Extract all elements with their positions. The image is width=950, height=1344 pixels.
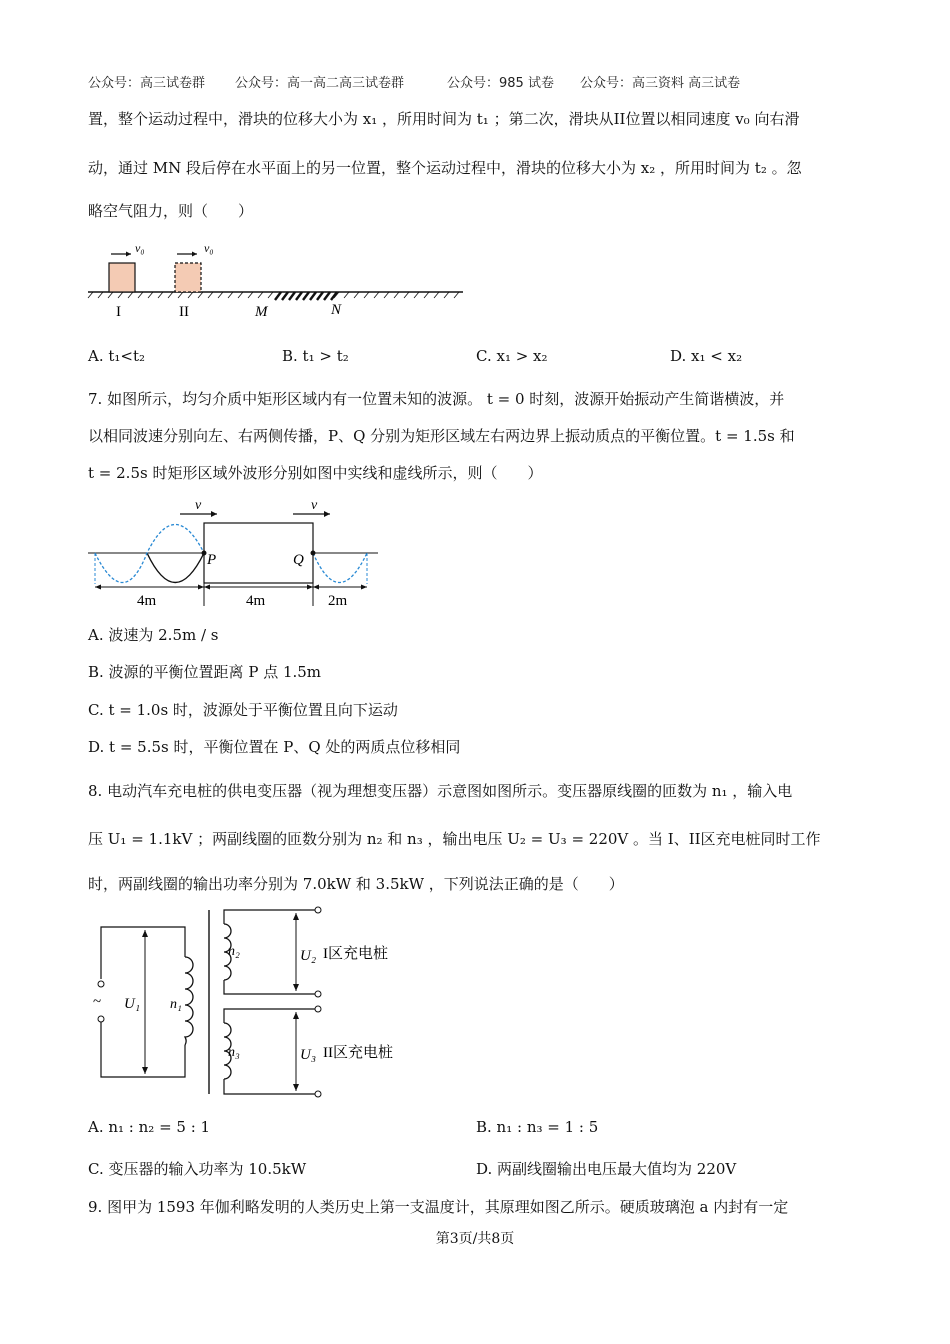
q7-option-a[interactable]: A. 波速为 2.5m / s xyxy=(88,626,219,644)
zone-ii-label: II区充电桩 xyxy=(323,1045,393,1061)
label-u1: U₁ xyxy=(124,996,141,1012)
distance-label: 4m xyxy=(246,593,266,609)
label-n3: n₃ xyxy=(228,1045,240,1060)
q8-text-line: 时，两副线圈的输出功率分别为 7.0kW 和 3.5kW ，下列说法正确的是（ ） xyxy=(88,875,624,893)
label-u3: U₃ xyxy=(300,1047,317,1063)
header-item: 公众号：985 试卷 xyxy=(447,76,554,91)
position-label-i: I xyxy=(116,304,121,320)
point-label-m: M xyxy=(255,304,268,320)
ground-hatching xyxy=(88,292,459,298)
label-p: P xyxy=(207,552,217,568)
q6-option-d[interactable]: D. x₁ < x₂ xyxy=(670,347,743,365)
q7-text-line: 7. 如图所示，均匀介质中矩形区域内有一位置未知的波源。 t = 0 时刻，波源开始振动产生简谐横波，并 xyxy=(88,390,785,408)
header-item: 公众号：高三资料 高三试卷 xyxy=(580,76,741,91)
label-q: Q xyxy=(293,552,304,568)
label-u2: U₂ xyxy=(300,948,317,964)
ac-source-symbol: ~ xyxy=(93,994,102,1010)
q6-slider-figure xyxy=(85,232,470,324)
page-number: 第3页/共8页 xyxy=(435,1231,515,1247)
solid-waveform xyxy=(147,553,204,583)
q7-option-c[interactable]: C. t = 1.0s 时，波源处于平衡位置且向下运动 xyxy=(88,701,398,719)
dashed-waveform-right xyxy=(313,553,367,583)
primary-coil xyxy=(185,957,193,1045)
q7-text-line: 以相同波速分别向左、右两侧传播，P、Q 分别为矩形区域左右两边界上振动质点的平衡位置。t = 1.5s 和 xyxy=(88,427,795,445)
q8-option-c[interactable]: C. 变压器的输入功率为 10.5kW xyxy=(88,1160,307,1178)
q9-text-line: 9. 图甲为 1593 年伽利略发明的人类历史上第一支温度计，其原理如图乙所示。硬质玻璃泡 a 内封有一定 xyxy=(88,1198,789,1216)
terminal xyxy=(98,1016,104,1022)
velocity-label: v xyxy=(311,498,318,513)
label-n2: n₂ xyxy=(228,944,240,959)
slider-block-ii xyxy=(175,263,201,292)
q8-text-line: 8. 电动汽车充电桩的供电变压器（视为理想变压器）示意图如图所示。变压器原线圈的匝数为 n₁ ，输入电 xyxy=(88,782,793,800)
q8-option-a[interactable]: A. n₁ : n₂ = 5 : 1 xyxy=(88,1118,211,1136)
velocity-label: v₀ xyxy=(135,241,145,255)
q7-wave-figure xyxy=(85,494,385,612)
q7-option-d[interactable]: D. t = 5.5s 时，平衡位置在 P、Q 处的两质点位移相同 xyxy=(88,738,461,756)
mn-rough-section xyxy=(275,292,337,300)
header-item: 公众号：高三试卷群 xyxy=(88,76,206,91)
terminal xyxy=(315,991,321,997)
header-item: 公众号：高一高二高三试卷群 xyxy=(235,76,405,91)
q6-option-c[interactable]: C. x₁ > x₂ xyxy=(476,347,548,365)
q8-transformer-figure xyxy=(88,902,418,1102)
zone-i-label: I区充电桩 xyxy=(323,946,388,962)
q8-option-b[interactable]: B. n₁ : n₃ = 1 : 5 xyxy=(476,1118,599,1136)
velocity-label: v xyxy=(195,498,202,513)
q7-text-line: t = 2.5s 时矩形区域外波形分别如图中实线和虚线所示，则（ ） xyxy=(88,464,543,482)
position-label-ii: II xyxy=(179,304,189,320)
terminal xyxy=(98,981,104,987)
q6-text-line: 略空气阻力，则（ ） xyxy=(88,202,254,220)
q7-option-b[interactable]: B. 波源的平衡位置距离 P 点 1.5m xyxy=(88,663,322,681)
velocity-label: v₀ xyxy=(204,241,214,255)
q6-option-a[interactable]: A. t₁<t₂ xyxy=(88,347,146,365)
point-q xyxy=(311,551,316,556)
distance-label: 4m xyxy=(137,593,157,609)
slider-block-i xyxy=(109,263,135,292)
terminal xyxy=(315,907,321,913)
q8-text-line: 压 U₁ = 1.1kV ；两副线圈的匝数分别为 n₂ 和 n₃ ，输出电压 U₂ = U₃ = 220V 。当 I、II区充电桩同时工作 xyxy=(88,830,821,848)
label-n1: n₁ xyxy=(170,997,182,1012)
q8-option-d[interactable]: D. 两副线圈输出电压最大值均为 220V xyxy=(476,1160,737,1178)
terminal xyxy=(315,1006,321,1012)
q6-text-line: 置，整个运动过程中，滑块的位移大小为 x₁ ，所用时间为 t₁ ；第二次，滑块从II位置以相同速度 v₀ 向右滑 xyxy=(88,110,800,128)
distance-label: 2m xyxy=(328,593,348,609)
q6-option-b[interactable]: B. t₁ > t₂ xyxy=(282,347,349,365)
terminal xyxy=(315,1091,321,1097)
point-p xyxy=(202,551,207,556)
q6-text-line: 动，通过 MN 段后停在水平面上的另一位置，整个运动过程中，滑块的位移大小为 x₂ ，所用时间为 t₂ 。忽 xyxy=(88,159,802,177)
point-label-n: N xyxy=(331,302,342,318)
